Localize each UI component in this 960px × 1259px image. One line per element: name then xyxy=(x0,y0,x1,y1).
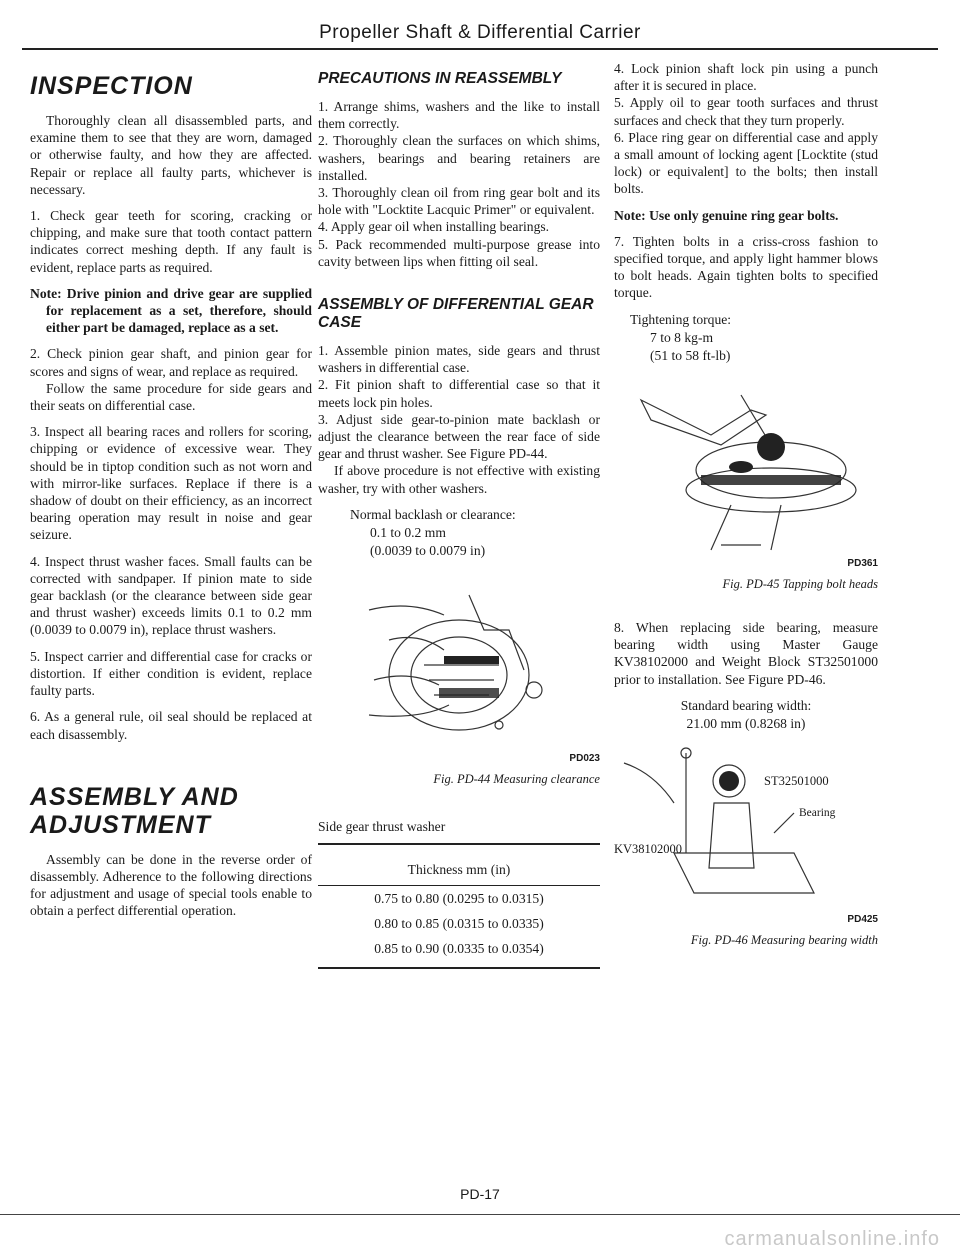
washer-table xyxy=(318,843,600,969)
figure-pd46-illustration xyxy=(614,743,878,911)
precaution-4: 4. Apply gear oil when installing bearings. xyxy=(318,219,550,235)
torque-spec xyxy=(630,311,878,365)
label-bearing: Bearing xyxy=(799,806,836,819)
case-step-2: 2. Fit pinion shaft to differential case so that it meets lock pin holes. xyxy=(318,377,600,410)
bearing-value: 21.00 mm (0.8268 in) xyxy=(686,715,806,731)
case-step-3b: If above procedure is not effective with existing washer, try with other washers. xyxy=(318,463,600,496)
step-6: 6. Place ring gear on differential case and apply a small amount of locking agent [Locktite (stud lock) or equivalent] to the bolts; then install bolts. xyxy=(614,129,878,197)
inspection-item-2b: Follow the same procedure for side gears and their seats on differential case. xyxy=(30,380,312,414)
case-step-1: 1. Assemble pinion mates, side gears and thrust washers in differential case. xyxy=(318,343,600,376)
note-ring-gear-bolts: Note: Use only genuine ring gear bolts. xyxy=(614,207,839,223)
fig44-code: PD023 xyxy=(569,752,600,764)
precaution-2: 2. Thoroughly clean the surfaces on which shims, washers, bearings and bearing retainers are installed. xyxy=(318,133,600,183)
torque-label: Tightening torque: xyxy=(630,311,732,327)
fig45-caption: Fig. PD-45 Tapping bolt heads xyxy=(722,576,878,591)
assembly-heading: ASSEMBLY AND ADJUSTMENT xyxy=(30,782,239,839)
fig46-caption: Fig. PD-46 Measuring bearing width xyxy=(690,933,878,948)
inspection-item-3: 3. Inspect all bearing races and rollers for scoring, chipping or evidence of excessive wear. They should be in tiptop condition such as not worn and with mirror-like surfaces. Replace if there is a shadow of doubt on their efficiency, as an incorrect bearing operation may result in noise and gear seizure. xyxy=(30,424,312,543)
header-rule xyxy=(22,48,938,50)
column-3 xyxy=(614,60,878,949)
note-drive-pinion: Note: Drive pinion and drive gear are supplied for replacement as a set, therefore, should either part be damaged, replace as a set. xyxy=(30,285,312,336)
label-weight-block: ST32501000 xyxy=(764,773,829,788)
table-row: 0.85 to 0.90 (0.0335 to 0.0354) xyxy=(318,936,600,968)
table-row: 0.75 to 0.80 (0.0295 to 0.0315) xyxy=(374,890,544,906)
page-title: Propeller Shaft & Differential Carrier xyxy=(319,22,641,43)
inspection-heading: INSPECTION xyxy=(30,72,193,100)
backlash-spec xyxy=(350,506,600,560)
inspection-item-6: 6. As a general rule, oil seal should be replaced at each disassembly. xyxy=(30,709,312,742)
inspection-item-1: 1. Check gear teeth for scoring, cracking or chipping, and make sure that tooth contact pattern indicates correct meshing depth. If any fault is evident, replace parts as required. xyxy=(30,208,312,275)
inspection-item-4: 4. Inspect thrust washer faces. Small faults can be corrected with sandpaper. If pinion mate to side gear backlash (or the clearance between side gear and thrust washer) exceeds limits 0.1 to 0.2 mm (0.0039 to 0.0079 in), replace thrust washers. xyxy=(30,553,312,638)
precaution-3: 3. Thoroughly clean oil from ring gear bolt and its hole with "Locktite Lacquic Primer" or equivalent. xyxy=(318,185,600,218)
torque-value-kgm: 7 to 8 kg-m xyxy=(650,329,714,345)
figure-pd46 xyxy=(614,743,878,911)
step-8: 8. When replacing side bearing, measure bearing width using Master Gauge KV38102000 and Weight Block ST32501000 prior to installation. See Figure PD-46. xyxy=(614,620,878,687)
bearing-spec xyxy=(614,697,878,733)
backlash-value-mm: 0.1 to 0.2 mm xyxy=(370,524,446,540)
fig45-code: PD361 xyxy=(847,557,878,569)
case-step-3: 3. Adjust side gear-to-pinion mate backlash or adjust the clearance between the rear face of side gear and thrust washer. See Figure PD-44. xyxy=(318,411,600,462)
footer-rule xyxy=(0,1214,960,1215)
washer-table-title: Side gear thrust washer xyxy=(318,819,446,835)
backlash-label: Normal backlash or clearance: xyxy=(350,506,516,522)
bearing-label: Standard bearing width: xyxy=(680,697,812,713)
watermark: carmanualsonline.info xyxy=(724,1228,940,1250)
step-4: 4. Lock pinion shaft lock pin using a punch after it is secured in place. xyxy=(614,61,878,94)
inspection-intro: Thoroughly clean all disassembled parts, and examine them to see that they are worn, damaged or otherwise faulty, and how they are affected. Repair or replace all faulty parts, whichever is necessary. xyxy=(30,113,312,197)
inspection-item-5: 5. Inspect carrier and differential case for cracks or distortion. If either condition is evident, replace faulty parts. xyxy=(30,648,312,699)
step-7: 7. Tighten bolts in a criss-cross fashion to specified torque, and apply light hammer blows to bolt heads. Again tighten bolts to specified torque. xyxy=(614,233,878,301)
fig44-caption: Fig. PD-44 Measuring clearance xyxy=(433,772,600,787)
table-row: 0.80 to 0.85 (0.0315 to 0.0335) xyxy=(374,915,544,931)
figure-pd44-illustration xyxy=(349,570,569,750)
fig46-code: PD425 xyxy=(847,913,878,925)
backlash-value-in: (0.0039 to 0.0079 in) xyxy=(370,542,486,558)
case-heading: ASSEMBLY OF DIFFERENTIAL GEAR CASE xyxy=(318,296,594,332)
assembly-intro: Assembly can be done in the reverse order of disassembly. Adherence to the following directions for adjustment and usage of special tools enable to obtain a perfect differential operation. xyxy=(30,851,312,919)
washer-table-header: Thickness mm (in) xyxy=(318,844,600,885)
inspection-item-2: 2. Check pinion gear shaft, and pinion gear for scores and signs of wear, and replace as required. xyxy=(30,346,312,379)
page-number: PD-17 xyxy=(460,1186,500,1202)
precautions-heading: PRECAUTIONS IN REASSEMBLY xyxy=(318,70,562,87)
column-2 xyxy=(318,60,600,969)
precaution-1: 1. Arrange shims, washers and the like to install them correctly. xyxy=(318,99,600,132)
figure-pd45-illustration xyxy=(621,375,871,555)
step-5: 5. Apply oil to gear tooth surfaces and thrust surfaces and check that they turn properly. xyxy=(614,95,878,128)
column-1 xyxy=(30,60,312,929)
torque-value-ftlb: (51 to 58 ft-lb) xyxy=(650,347,731,363)
label-master-gauge: KV38102000 xyxy=(614,841,683,856)
precaution-5: 5. Pack recommended multi-purpose grease into cavity between lips when fitting oil seal. xyxy=(318,236,600,269)
